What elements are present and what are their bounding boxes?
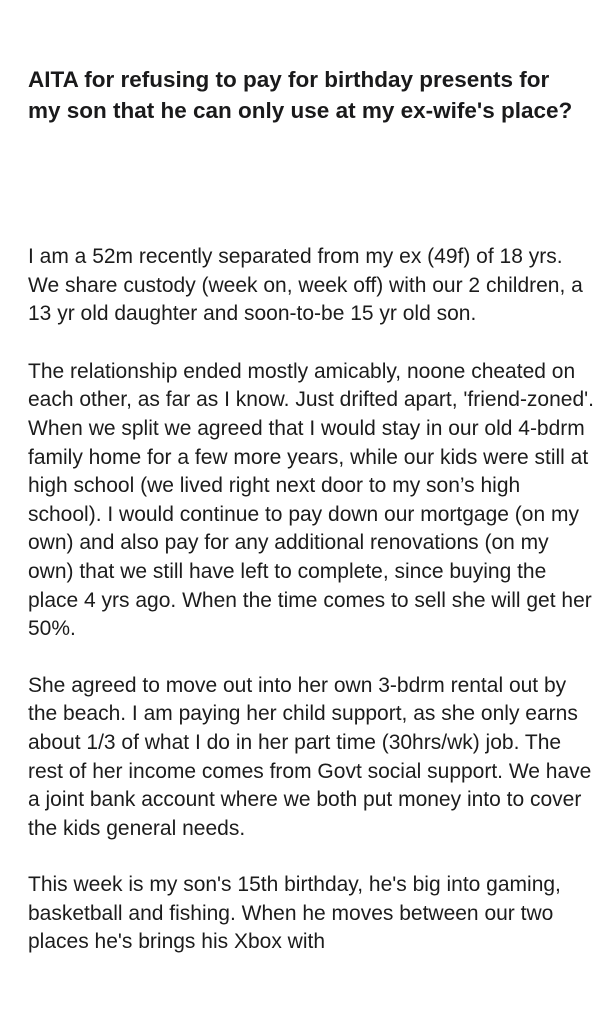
post-paragraph: She agreed to move out into her own 3-bdrm rental out by the beach. I am paying her child support, as she only earns about 1/3 of what I do in her part time (30hrs/wk) job. The rest of her income comes from Govt social support. We have a joint bank account where we both put money into to cover the kids general needs. [28, 673, 592, 840]
post-body [28, 243, 594, 985]
post-title: AITA for refusing to pay for birthday presents for my son that he can only use at my ex-wife's place? [28, 67, 573, 123]
post-paragraph: The relationship ended mostly amicably, noone cheated on each other, as far as I know. Just drifted apart, 'friend-zoned'. When we split we agreed that I would stay in our old 4-bdrm family home for a few more years, while our kids were still at high school (we lived right next door to my son’s high school). I would continue to pay down our mortgage (on my own) and also pay for any additional renovations (on my own) that we still have left to complete, since buying the place 4 yrs ago. When the time comes to sell she will get her 50%. [28, 359, 594, 641]
post-paragraph: This week is my son's 15th birthday, he's big into gaming, basketball and fishing. When he moves between our two places he's brings his Xbox with [28, 873, 561, 954]
post-paragraph: I am a 52m recently separated from my ex (49f) of 18 yrs. We share custody (week on, week off) with our 2 children, a 13 yr old daughter and soon-to-be 15 yr old son. [28, 245, 583, 326]
